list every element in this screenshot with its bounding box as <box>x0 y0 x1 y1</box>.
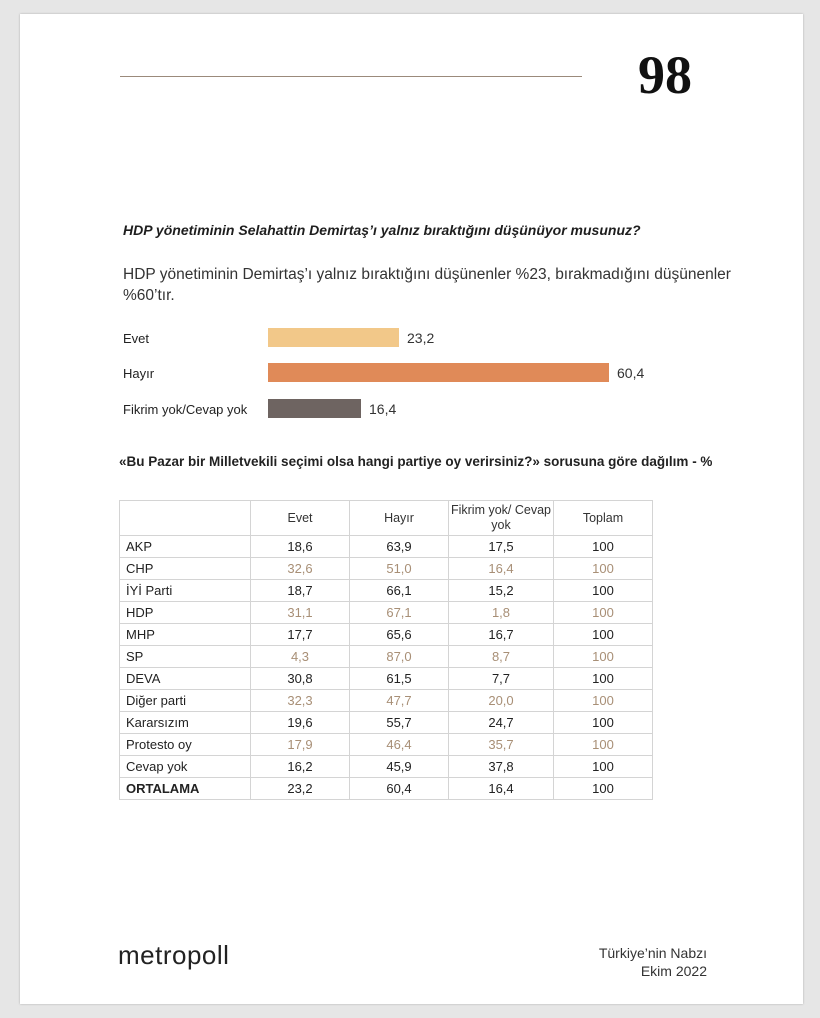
table-cell: 100 <box>554 734 653 756</box>
table-row <box>120 558 653 580</box>
table-row <box>120 668 653 690</box>
footer-title: Türkiye’nin Nabzı <box>598 945 707 961</box>
table-cell: 87,0 <box>350 646 449 668</box>
table-cell: 16,4 <box>449 558 554 580</box>
table-cell: 100 <box>554 668 653 690</box>
table-cell: 24,7 <box>449 712 554 734</box>
row-label: İYİ Parti <box>120 580 251 602</box>
header-party <box>120 501 251 536</box>
table-row <box>120 712 653 734</box>
results-table <box>119 500 653 800</box>
row-label: HDP <box>120 602 251 624</box>
table-row <box>120 756 653 778</box>
table-cell: 32,6 <box>251 558 350 580</box>
table-caption: «Bu Pazar bir Milletvekili seçimi olsa hangi partiye oy verirsiniz?» sorusuna göre dağılım - % <box>119 454 713 469</box>
table-row <box>120 734 653 756</box>
table-cell: 100 <box>554 580 653 602</box>
row-label: AKP <box>120 536 251 558</box>
header-divider <box>120 76 582 77</box>
table-cell: 55,7 <box>350 712 449 734</box>
bar-evet <box>268 328 399 347</box>
table-row <box>120 690 653 712</box>
table-cell: 100 <box>554 536 653 558</box>
row-label: ORTALAMA <box>120 778 251 800</box>
summary-text: HDP yönetiminin Demirtaş’ı yalnız bıraktığını düşünenler %23, bırakmadığını düşünenler %60’tır. <box>123 266 731 304</box>
table-cell: 17,9 <box>251 734 350 756</box>
table-cell: 4,3 <box>251 646 350 668</box>
table-cell: 16,2 <box>251 756 350 778</box>
bar-hayir-row <box>123 363 723 383</box>
table-cell: 30,8 <box>251 668 350 690</box>
table-cell: 19,6 <box>251 712 350 734</box>
table-cell: 8,7 <box>449 646 554 668</box>
row-label: Protesto oy <box>120 734 251 756</box>
table-header-row <box>120 501 653 536</box>
table-cell: 20,0 <box>449 690 554 712</box>
table-cell: 1,8 <box>449 602 554 624</box>
table-cell: 60,4 <box>350 778 449 800</box>
table-average-row <box>120 778 653 800</box>
table-cell: 100 <box>554 712 653 734</box>
table-cell: 66,1 <box>350 580 449 602</box>
table-cell: 16,4 <box>449 778 554 800</box>
table-cell: 17,5 <box>449 536 554 558</box>
table-cell: 100 <box>554 690 653 712</box>
table-row <box>120 580 653 602</box>
bar-evet-row <box>123 328 723 348</box>
table-cell: 35,7 <box>449 734 554 756</box>
table-cell: 46,4 <box>350 734 449 756</box>
bar-fikrim-yok-value: 16,4 <box>369 401 397 417</box>
header-fikrim-yok: Fikrim yok/ Cevap yok <box>449 501 554 536</box>
footer-date: Ekim 2022 <box>640 963 707 979</box>
table-cell: 32,3 <box>251 690 350 712</box>
table-cell: 7,7 <box>449 668 554 690</box>
header-toplam: Toplam <box>554 501 653 536</box>
table-cell: 51,0 <box>350 558 449 580</box>
table-cell: 67,1 <box>350 602 449 624</box>
table-row <box>120 602 653 624</box>
report-page <box>20 14 803 1004</box>
row-label: CHP <box>120 558 251 580</box>
metropoll-logo: metropoll <box>118 940 230 970</box>
bar-evet-value: 23,2 <box>407 330 435 346</box>
table-cell: 23,2 <box>251 778 350 800</box>
row-label: DEVA <box>120 668 251 690</box>
bar-hayir <box>268 363 609 382</box>
bar-hayir-value: 60,4 <box>617 365 645 381</box>
table-cell: 31,1 <box>251 602 350 624</box>
table-cell: 18,6 <box>251 536 350 558</box>
footer-info <box>599 944 707 980</box>
table-cell: 37,8 <box>449 756 554 778</box>
bar-fikrim-yok <box>268 399 361 418</box>
table-cell: 61,5 <box>350 668 449 690</box>
table-cell: 100 <box>554 756 653 778</box>
bar-evet-label: Evet <box>123 331 150 346</box>
question-heading: HDP yönetiminin Selahattin Demirtaş’ı yalnız bıraktığını düşünüyor musunuz? <box>123 222 641 238</box>
table-cell: 18,7 <box>251 580 350 602</box>
header-hayir: Hayır <box>350 501 449 536</box>
table-cell: 16,7 <box>449 624 554 646</box>
table-row <box>120 536 653 558</box>
row-label: Diğer parti <box>120 690 251 712</box>
table-cell: 45,9 <box>350 756 449 778</box>
bar-fikrim-yok-row <box>123 399 723 419</box>
bar-fikrim-yok-label: Fikrim yok/Cevap yok <box>123 402 248 417</box>
table-cell: 63,9 <box>350 536 449 558</box>
table-row <box>120 646 653 668</box>
table-cell: 100 <box>554 778 653 800</box>
header-evet: Evet <box>251 501 350 536</box>
row-label: MHP <box>120 624 251 646</box>
table-cell: 100 <box>554 624 653 646</box>
table-cell: 100 <box>554 646 653 668</box>
page-number: 98 <box>638 45 692 105</box>
row-label: Cevap yok <box>120 756 251 778</box>
table-cell: 100 <box>554 558 653 580</box>
row-label: SP <box>120 646 251 668</box>
table-cell: 65,6 <box>350 624 449 646</box>
row-label: Kararsızım <box>120 712 251 734</box>
bar-hayir-label: Hayır <box>123 366 155 381</box>
table-cell: 15,2 <box>449 580 554 602</box>
table-cell: 17,7 <box>251 624 350 646</box>
table-row <box>120 624 653 646</box>
table-cell: 47,7 <box>350 690 449 712</box>
table-cell: 100 <box>554 602 653 624</box>
